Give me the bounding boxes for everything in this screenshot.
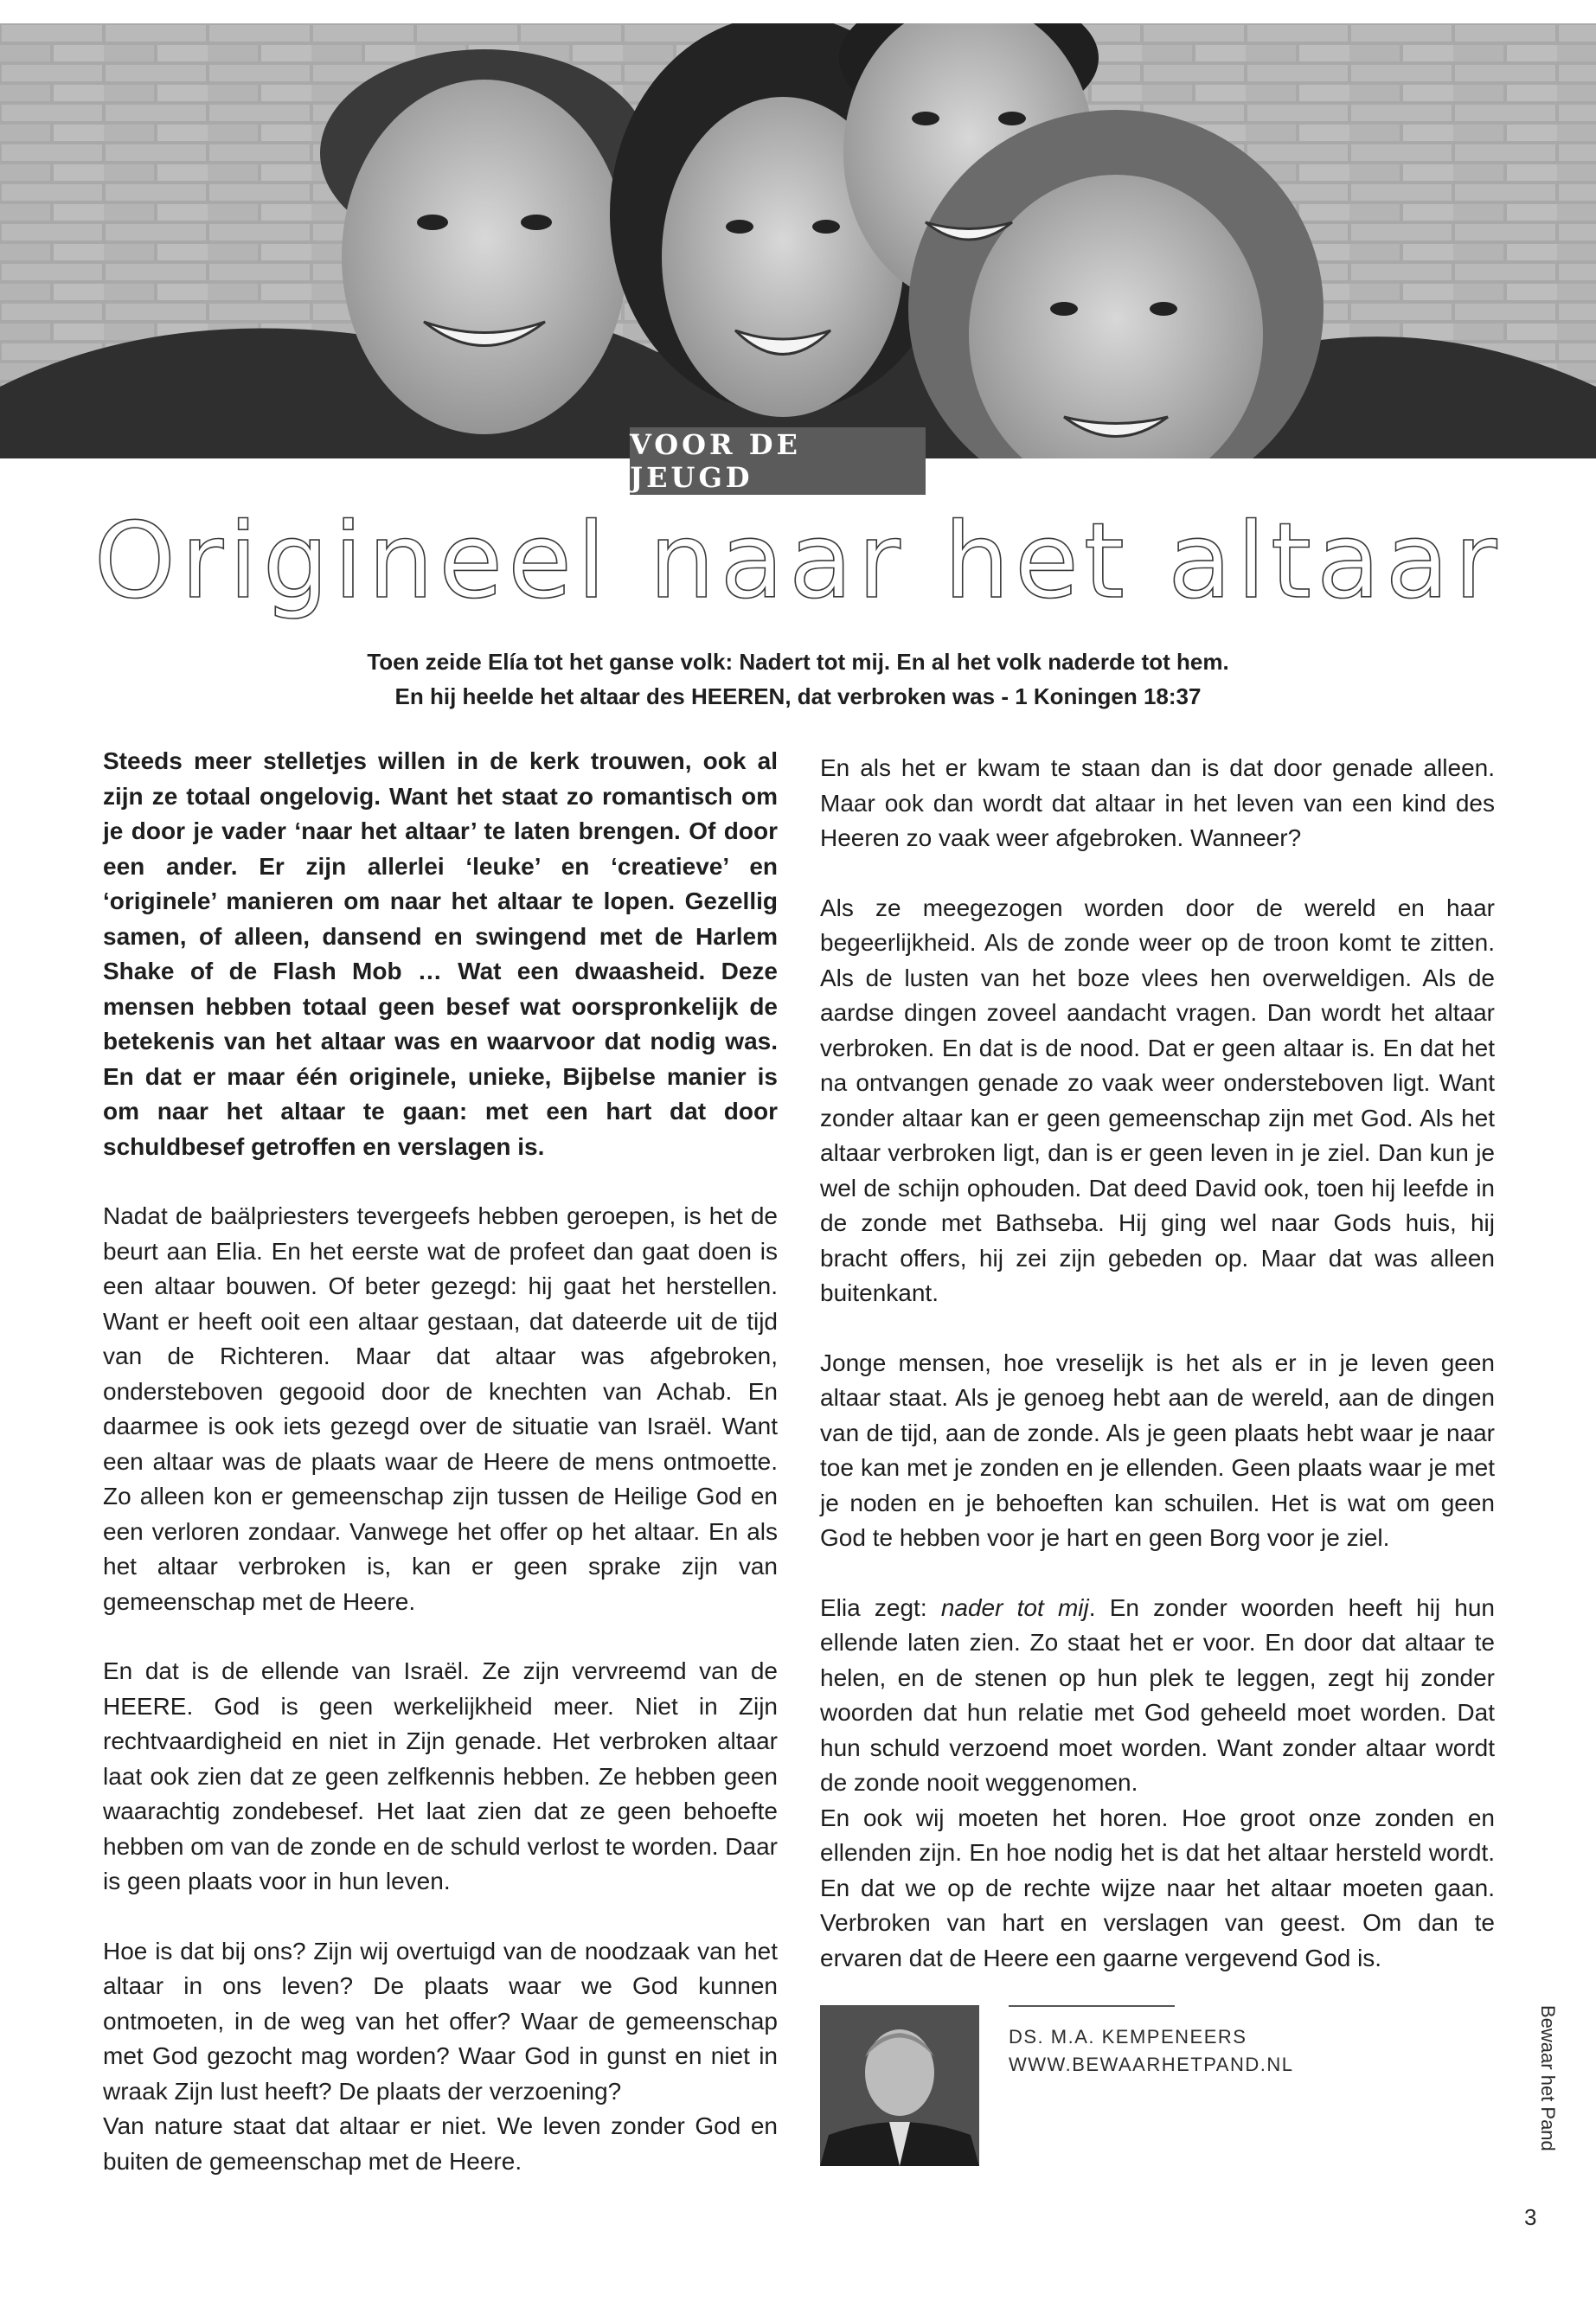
body-paragraph: Van nature staat dat altaar er niet. We leven zonder God en buiten de gemeenschap met de Heere. (103, 2112, 778, 2175)
group-photo-icon (0, 23, 1596, 458)
author-block (820, 2005, 1374, 2166)
section-tag: VOOR DE JEUGD (630, 427, 926, 495)
magazine-name: Bewaar het Pand (1537, 2005, 1559, 2151)
verse-line-1: Toen zeide Elía tot het ganse volk: Nadert tot mij. En al het volk naderde tot hem. (367, 649, 1229, 675)
body-paragraph: Nadat de baälpriesters tevergeefs hebben geroepen, is het de beurt aan Elia. En het eerste wat de profeet dan gaat doen is een altaar bouwen. Of beter gezegd: hij gaat het herstellen. Want er heeft ooit een altaar gestaan, dat dateerde uit de tijd van de Richteren. Maar dat altaar was afgebroken, ondersteboven gegooid door de knechten van Achab. En daarmee is ook iets gezegd over de situatie van Israël. Want een altaar was de plaats waar de Heere de mens ontmoette. Zo alleen kon er gemeenschap zijn tussen de Heilige God en een verloren zondaar. Vanwege het offer op het altaar. En als het altaar verbroken is, kan er geen sprake zijn van gemeenschap met de Heere. (103, 1202, 778, 1615)
body-paragraph: Als ze meegezogen worden door de wereld en haar begeerlijkheid. Als de zonde weer op de troon komt te zitten. Als de lusten van het boze vlees hen overweldigen. Als de aardse dingen zoveel aandacht vragen. Dan wordt het altaar verbroken. En dat is de nood. Dat er geen altaar is. En dat het na ontvangen genade zo vaak weer ondersteboven ligt. Want zonder altaar kan er geen gemeenschap zijn met God. Als het altaar verbroken ligt, dan is er geen leven in je ziel. Dan kun je wel de schijn ophouden. Dat deed David ook, toen hij leefde in de zonde met Bathseba. Hij ging wel naar Gods huis, hij bracht offers, hij zei zijn gebeden op. Maar dat was alleen buitenkant. (820, 894, 1495, 1306)
hero-photo (0, 23, 1596, 458)
body-paragraph: Jonge mensen, hoe vreselijk is het als er in je leven geen altaar staat. Als je genoeg hebt aan de wereld, aan de dingen van de tijd, aan de zonde. Als je geen plaats hebt waar je naar toe kan met je zonden en je ellenden. Geen plaats waar je met je noden en je behoeften kan schuilen. Het is wat om geen God te hebben voor je hart en geen Borg voor je ziel. (820, 1349, 1495, 1551)
article-title-text: Origineel naar het altaar (93, 502, 1503, 622)
verse-line-2: En hij heelde het altaar des HEEREN, dat verbroken was - 1 Koningen 18:37 (394, 683, 1202, 709)
page-number: 3 (1524, 2204, 1537, 2230)
body-paragraph: En dat is de ellende van Israël. Ze zijn vervreemd van de HEERE. God is geen werkelijkheid meer. Niet in Zijn rechtvaardigheid en niet in Zijn genade. Het verbroken altaar laat ook zien dat ze geen zelfkennis hebben. Ze hebben geen waarachtig zondebesef. Het laat zien dat ze geen behoefte hebben om van de zonde en de schuld verlost te worden. Daar is geen plaats voor in hun leven. (103, 1657, 778, 1894)
article-title (0, 502, 1596, 622)
body-paragraph: En ook wij moeten het horen. Hoe groot onze zonden en ellenden zijn. En hoe nodig het is dat het altaar hersteld wordt. En dat we op de rechte wijze naar het altaar moeten gaan. Verbroken van hart en verslagen van geest. Om dan te ervaren dat de Heere een gaarne vergevend God is. (820, 1804, 1495, 1971)
body-paragraph: En als het er kwam te staan dan is dat door genade alleen. Maar ook dan wordt dat altaar in het leven van een kind des Heeren zo vaak weer afgebroken. Wanneer? (820, 754, 1495, 851)
elia-quote: nader tot mij (940, 1593, 1089, 1621)
right-column (820, 751, 1495, 2010)
author-divider (1009, 2005, 1175, 2007)
elia-rest: . En zonder woorden heeft hij hun ellende laten zien. Zo staat het er voor. En door dat altaar te helen, en de stenen op hun plek te leggen, zegt hij zonder woorden dat hun relatie met God geheeld moet worden. Dat hun schuld verzoend moet worden. Want zonder altaar wordt de zonde nooit weggenomen. (820, 1593, 1496, 1796)
body-paragraph-elia (820, 1591, 1495, 1801)
author-name: DS. M.A. KEMPENEERS (1009, 2026, 1247, 2048)
author-website[interactable]: WWW.BEWAARHETPAND.NL (1009, 2054, 1294, 2075)
author-portrait-icon (820, 2005, 979, 2166)
scripture-verse (173, 644, 1423, 714)
lead-paragraph: Steeds meer stelletjes willen in de kerk trouwen, ook al zijn ze totaal ongelovig. Want het staat zo romantisch om je door je vader ‘naar het altaar’ te laten brengen. Of door een ander. Er zijn allerlei ‘leuke’ en ‘creatieve’ en ‘originele’ manieren om naar het altaar te lopen. Gezellig samen, of alleen, dansend en swingend met de Harlem Shake of de Flash Mob … Wat een dwaasheid. Deze mensen hebben totaal geen besef wat oorspronkelijk de betekenis van het altaar was en waarvoor dat nodig was. En dat er maar één originele, unieke, Bijbelse manier is om naar het altaar te gaan: met een hart dat door schuldbesef getroffen en verslagen is. (103, 747, 778, 1160)
left-column (103, 744, 778, 2214)
body-paragraph: Hoe is dat bij ons? Zijn wij overtuigd van de noodzaak van het altaar in ons leven? De plaats waar we God kunnen ontmoeten, in de weg van het offer? Waar de gemeenschap met God gezocht mag worden? Waar God in gunst en niet in wraak Zijn lust heeft? De plaats der verzoening? (103, 1937, 778, 2105)
elia-prefix: Elia zegt: (820, 1593, 941, 1621)
author-portrait (820, 2005, 979, 2166)
